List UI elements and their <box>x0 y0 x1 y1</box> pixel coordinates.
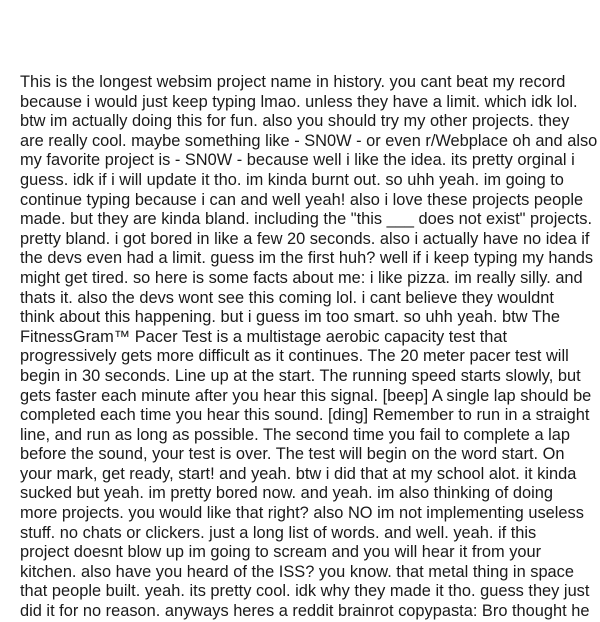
text-line: did it for no reason. anyways heres a reddit brainrot copypasta: Bro thought he <box>20 602 590 621</box>
text-line: your mark, get ready, start! and yeah. btw i did that at my school alot. it kinda <box>20 464 577 483</box>
text-line: pretty bland. i got bored in like a few 20 seconds. also i actually have no idea if <box>20 229 590 248</box>
text-line: sucked but yeah. im pretty bored now. and yeah. im also thinking of doing <box>20 484 554 503</box>
text-line: gets faster each minute after you hear this signal. [beep] A single lap should be <box>20 386 592 405</box>
text-line: the devs even had a limit. guess im the first huh? well if i keep typing my hands <box>20 249 594 268</box>
text-line: thats it. also the devs wont see this coming lol. i cant believe they wouldnt <box>20 288 554 307</box>
text-line: more projects. you would like that right? also NO im not implementing useless <box>20 504 584 523</box>
text-line: line, and run as long as possible. The second time you fail to complete a lap <box>20 425 571 444</box>
text-line: btw im actually doing this for fun. also you should try my other projects. they <box>20 112 570 131</box>
text-line: are really cool. maybe something like - SN0W - or even r/Webplace oh and also <box>20 131 598 150</box>
text-line: project doesnt blow up im going to scream and you will hear it from your <box>20 543 542 562</box>
text-line: might get tired. so here is some facts about me: i like pizza. im really silly. and <box>20 268 583 287</box>
project-title-text <box>20 73 600 622</box>
text-line: that people built. yeah. its pretty cool. idk why they made it tho. guess they just <box>20 582 590 601</box>
text-line: because i would just keep typing lmao. unless they have a limit. which idk lol. <box>20 92 578 111</box>
text-line: continue typing because i can and well yeah! also i love these projects people <box>20 190 584 209</box>
text-line: completed each time you hear this sound. [ding] Remember to run in a straight <box>20 406 590 425</box>
text-line: begin in 30 seconds. Line up at the start. The running speed starts slowly, but <box>20 366 581 385</box>
text-line: think about this happening. but i guess im too smart. so uhh yeah. btw The <box>20 308 561 327</box>
text-line: guess. idk if i will update it tho. im kinda burnt out. so uhh yeah. im going to <box>20 170 564 189</box>
text-line: FitnessGram™ Pacer Test is a multistage aerobic capacity test that <box>20 327 508 346</box>
text-line: stuff. no chats or clickers. just a long list of words. and well. yeah. if this <box>20 523 537 542</box>
text-line: made. but they are kinda bland. including the "this ___ does not exist" projects. <box>20 210 592 229</box>
text-line: This is the longest websim project name in history. you cant beat my record <box>20 73 566 91</box>
text-line: before the sound, your test is over. The test will begin on the word start. On <box>20 445 565 464</box>
text-line: kitchen. also have you heard of the ISS? you know. that metal thing in space <box>20 562 574 581</box>
text-line: progressively gets more difficult as it continues. The 20 meter pacer test will <box>20 347 569 366</box>
text-line: my favorite project is - SN0W - because well i like the idea. its pretty orginal i <box>20 151 575 170</box>
